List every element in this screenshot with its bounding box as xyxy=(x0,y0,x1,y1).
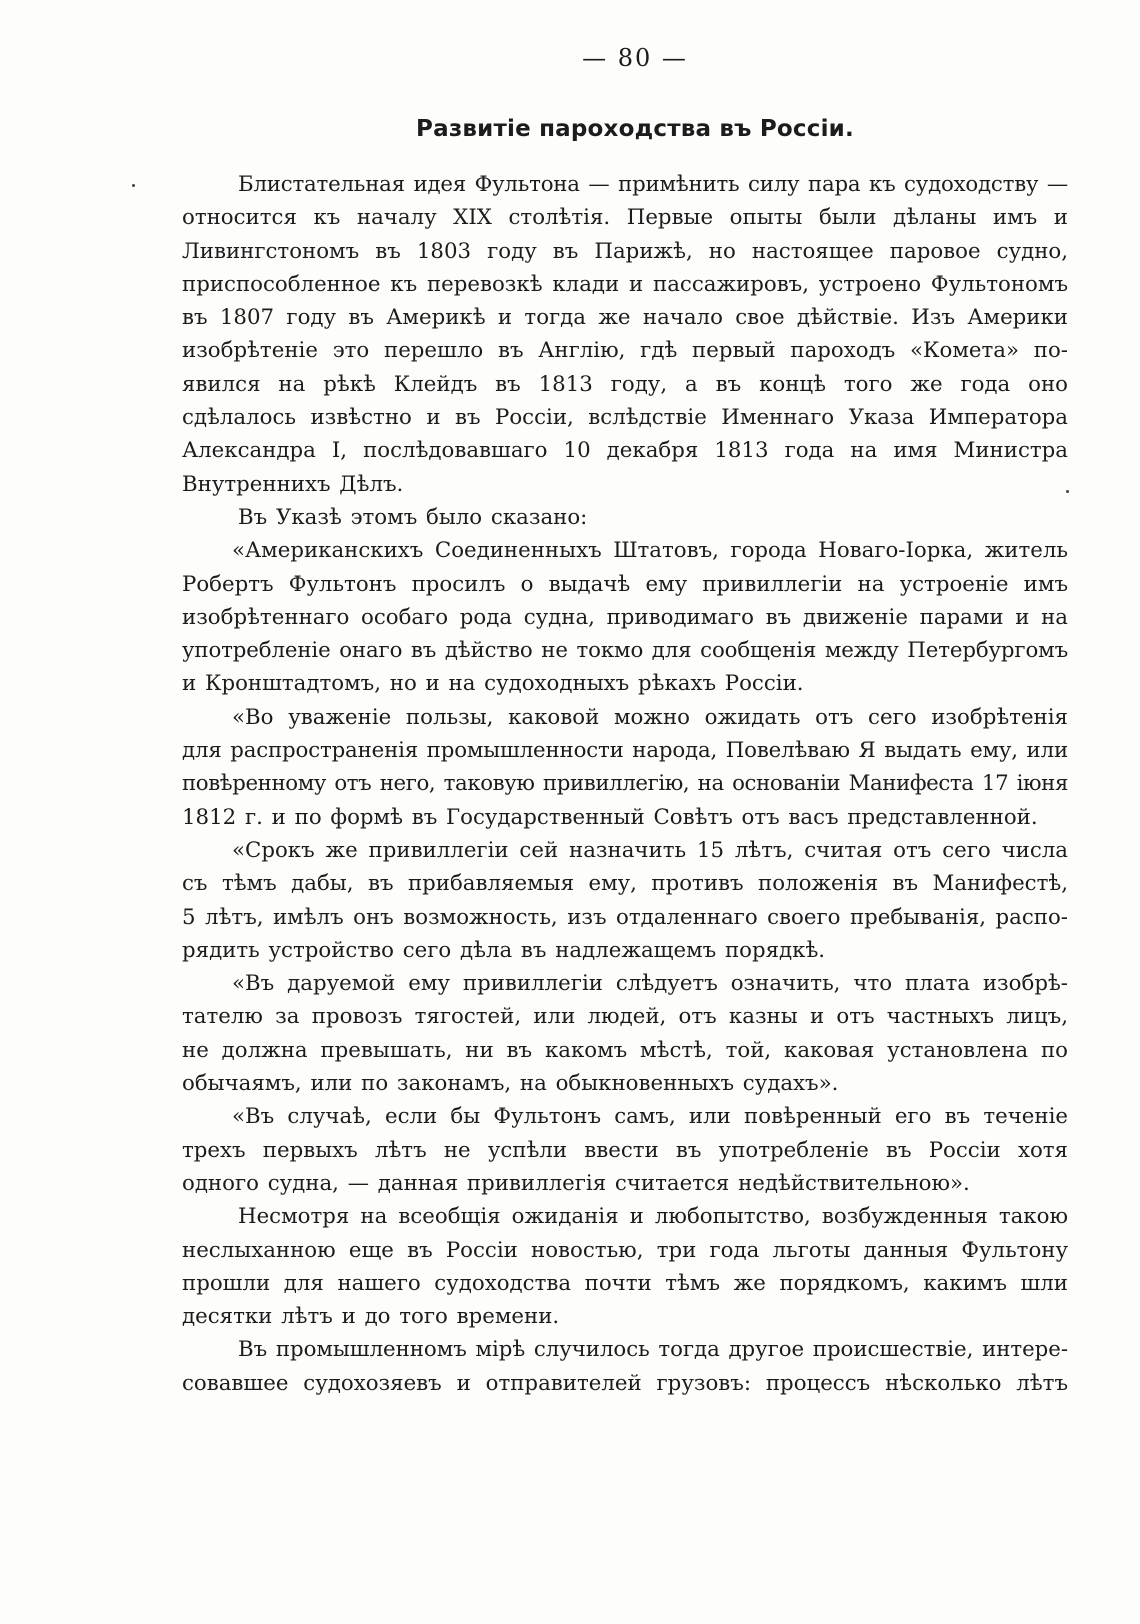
text-line: въ 1807 году въ Америкѣ и тогда же начало свое дѣйствіе. Изъ Америки xyxy=(182,305,1068,331)
text-line: «Срокъ же привиллегіи сей назначить 15 лѣтъ, считая отъ сего числа xyxy=(232,837,1068,863)
text-line: изобрѣтеннаго особаго рода судна, приводимаго въ движеніе парами и на xyxy=(182,604,1068,630)
text-line: неслыханною еще въ Россіи новостью, три года льготы данныя Фультону xyxy=(182,1237,1068,1263)
quote-paragraph xyxy=(182,967,1068,1100)
text-line: изобрѣтеніе это перешло въ Англію, гдѣ первый пароходъ «Комета» по- xyxy=(182,338,1068,364)
text-line: десятки лѣтъ и до того времени. xyxy=(182,1304,560,1330)
quote-paragraph xyxy=(182,534,1068,700)
text-line: Александра I, послѣдовавшаго 10 декабря 1813 года на имя Министра xyxy=(182,438,1068,464)
quote-paragraph xyxy=(182,1100,1068,1200)
paragraph xyxy=(182,501,1068,534)
print-speck xyxy=(1066,490,1069,493)
text-line: «Американскихъ Соединенныхъ Штатовъ, города Новаго-Іорка, житель xyxy=(232,538,1068,564)
quote-paragraph xyxy=(182,701,1068,834)
text-line: повѣренному отъ него, таковую привиллегію, на основаніи Манифеста 17 іюня xyxy=(182,771,1068,797)
text-line: Внутреннихъ Дѣлъ. xyxy=(182,471,404,497)
text-line: Робертъ Фультонъ просилъ о выдачѣ ему привиллегіи на устроеніе имъ xyxy=(182,571,1068,597)
body-text xyxy=(182,168,1068,1400)
text-line: употребленіе онаго въ дѣйство не токмо для сообщенія между Петербургомъ xyxy=(182,638,1068,664)
print-speck xyxy=(132,184,135,187)
text-line: и Кронштадтомъ, но и на судоходныхъ рѣкахъ Россіи. xyxy=(182,671,804,697)
text-line: обычаямъ, или по законамъ, на обыкновенныхъ судахъ». xyxy=(182,1071,839,1097)
text-line: Ливингстономъ въ 1803 году въ Парижѣ, но настоящее паровое судно, xyxy=(182,238,1068,264)
text-line: явился на рѣкѣ Клейдъ въ 1813 году, а въ концѣ того же года оно xyxy=(182,371,1068,397)
text-line: приспособленное къ перевозкѣ клади и пассажировъ, устроено Фультономъ xyxy=(182,271,1068,297)
section-heading: Развитіе пароходства въ Россіи. xyxy=(416,116,854,142)
text-line: Блистательная идея Фультона — примѣнить силу пара къ судоходству — xyxy=(238,172,1068,197)
text-line: «Въ случаѣ, если бы Фультонъ самъ, или повѣренный его въ теченіе xyxy=(232,1104,1068,1130)
text-line: 1812 г. и по формѣ въ Государственный Совѣтъ отъ васъ представленной. xyxy=(182,804,1038,830)
text-line: трехъ первыхъ лѣтъ не успѣли ввести въ употребленіе въ Россіи хотя xyxy=(182,1137,1068,1163)
paragraph xyxy=(182,1333,1068,1400)
text-line: «Во уваженіе пользы, каковой можно ожидать отъ сего изобрѣтенія xyxy=(232,704,1068,730)
text-line: 5 лѣтъ, имѣлъ онъ возможность, изъ отдаленнаго своего пребыванія, распо- xyxy=(182,904,1068,930)
text-line: съ тѣмъ дабы, въ прибавляемыя ему, противъ положенія въ Манифестѣ, xyxy=(182,871,1068,897)
page-number: — 80 — xyxy=(582,44,688,72)
text-line: рядить устройство сего дѣла въ надлежащемъ порядкѣ. xyxy=(182,937,826,963)
text-line: сдѣлалось извѣстно и въ Россіи, вслѣдствіе Именнаго Указа Императора xyxy=(182,405,1068,431)
text-line: Въ промышленномъ мірѣ случилось тогда другое происшествіе, интере- xyxy=(238,1337,1068,1363)
text-line: не должна превышать, ни въ какомъ мѣстѣ, той, каковая установлена по xyxy=(182,1037,1068,1063)
text-line: совавшее судохозяевъ и отправителей грузовъ: процессъ нѣсколько лѣтъ xyxy=(182,1370,1068,1396)
paragraph xyxy=(182,1200,1068,1333)
text-line: Несмотря на всеобщія ожиданія и любопытство, возбужденныя такою xyxy=(238,1204,1068,1230)
text-line: прошли для нашего судоходства почти тѣмъ же порядкомъ, какимъ шли xyxy=(182,1270,1068,1296)
paragraph xyxy=(182,168,1068,501)
text-line: Въ Указѣ этомъ было сказано: xyxy=(238,504,588,530)
text-line: относится къ началу XIX столѣтія. Первые опыты были дѣланы имъ и xyxy=(182,205,1068,231)
text-line: для распространенія промышленности народа, Повелѣваю Я выдать ему, или xyxy=(182,738,1068,764)
text-line: тателю за провозъ тягостей, или людей, отъ казны и отъ частныхъ лицъ, xyxy=(182,1004,1068,1030)
quote-paragraph xyxy=(182,834,1068,967)
text-line: «Въ даруемой ему привиллегіи слѣдуетъ означить, что плата изобрѣ- xyxy=(232,971,1068,997)
text-line: одного судна, — данная привиллегія считается недѣйствительною». xyxy=(182,1170,970,1196)
